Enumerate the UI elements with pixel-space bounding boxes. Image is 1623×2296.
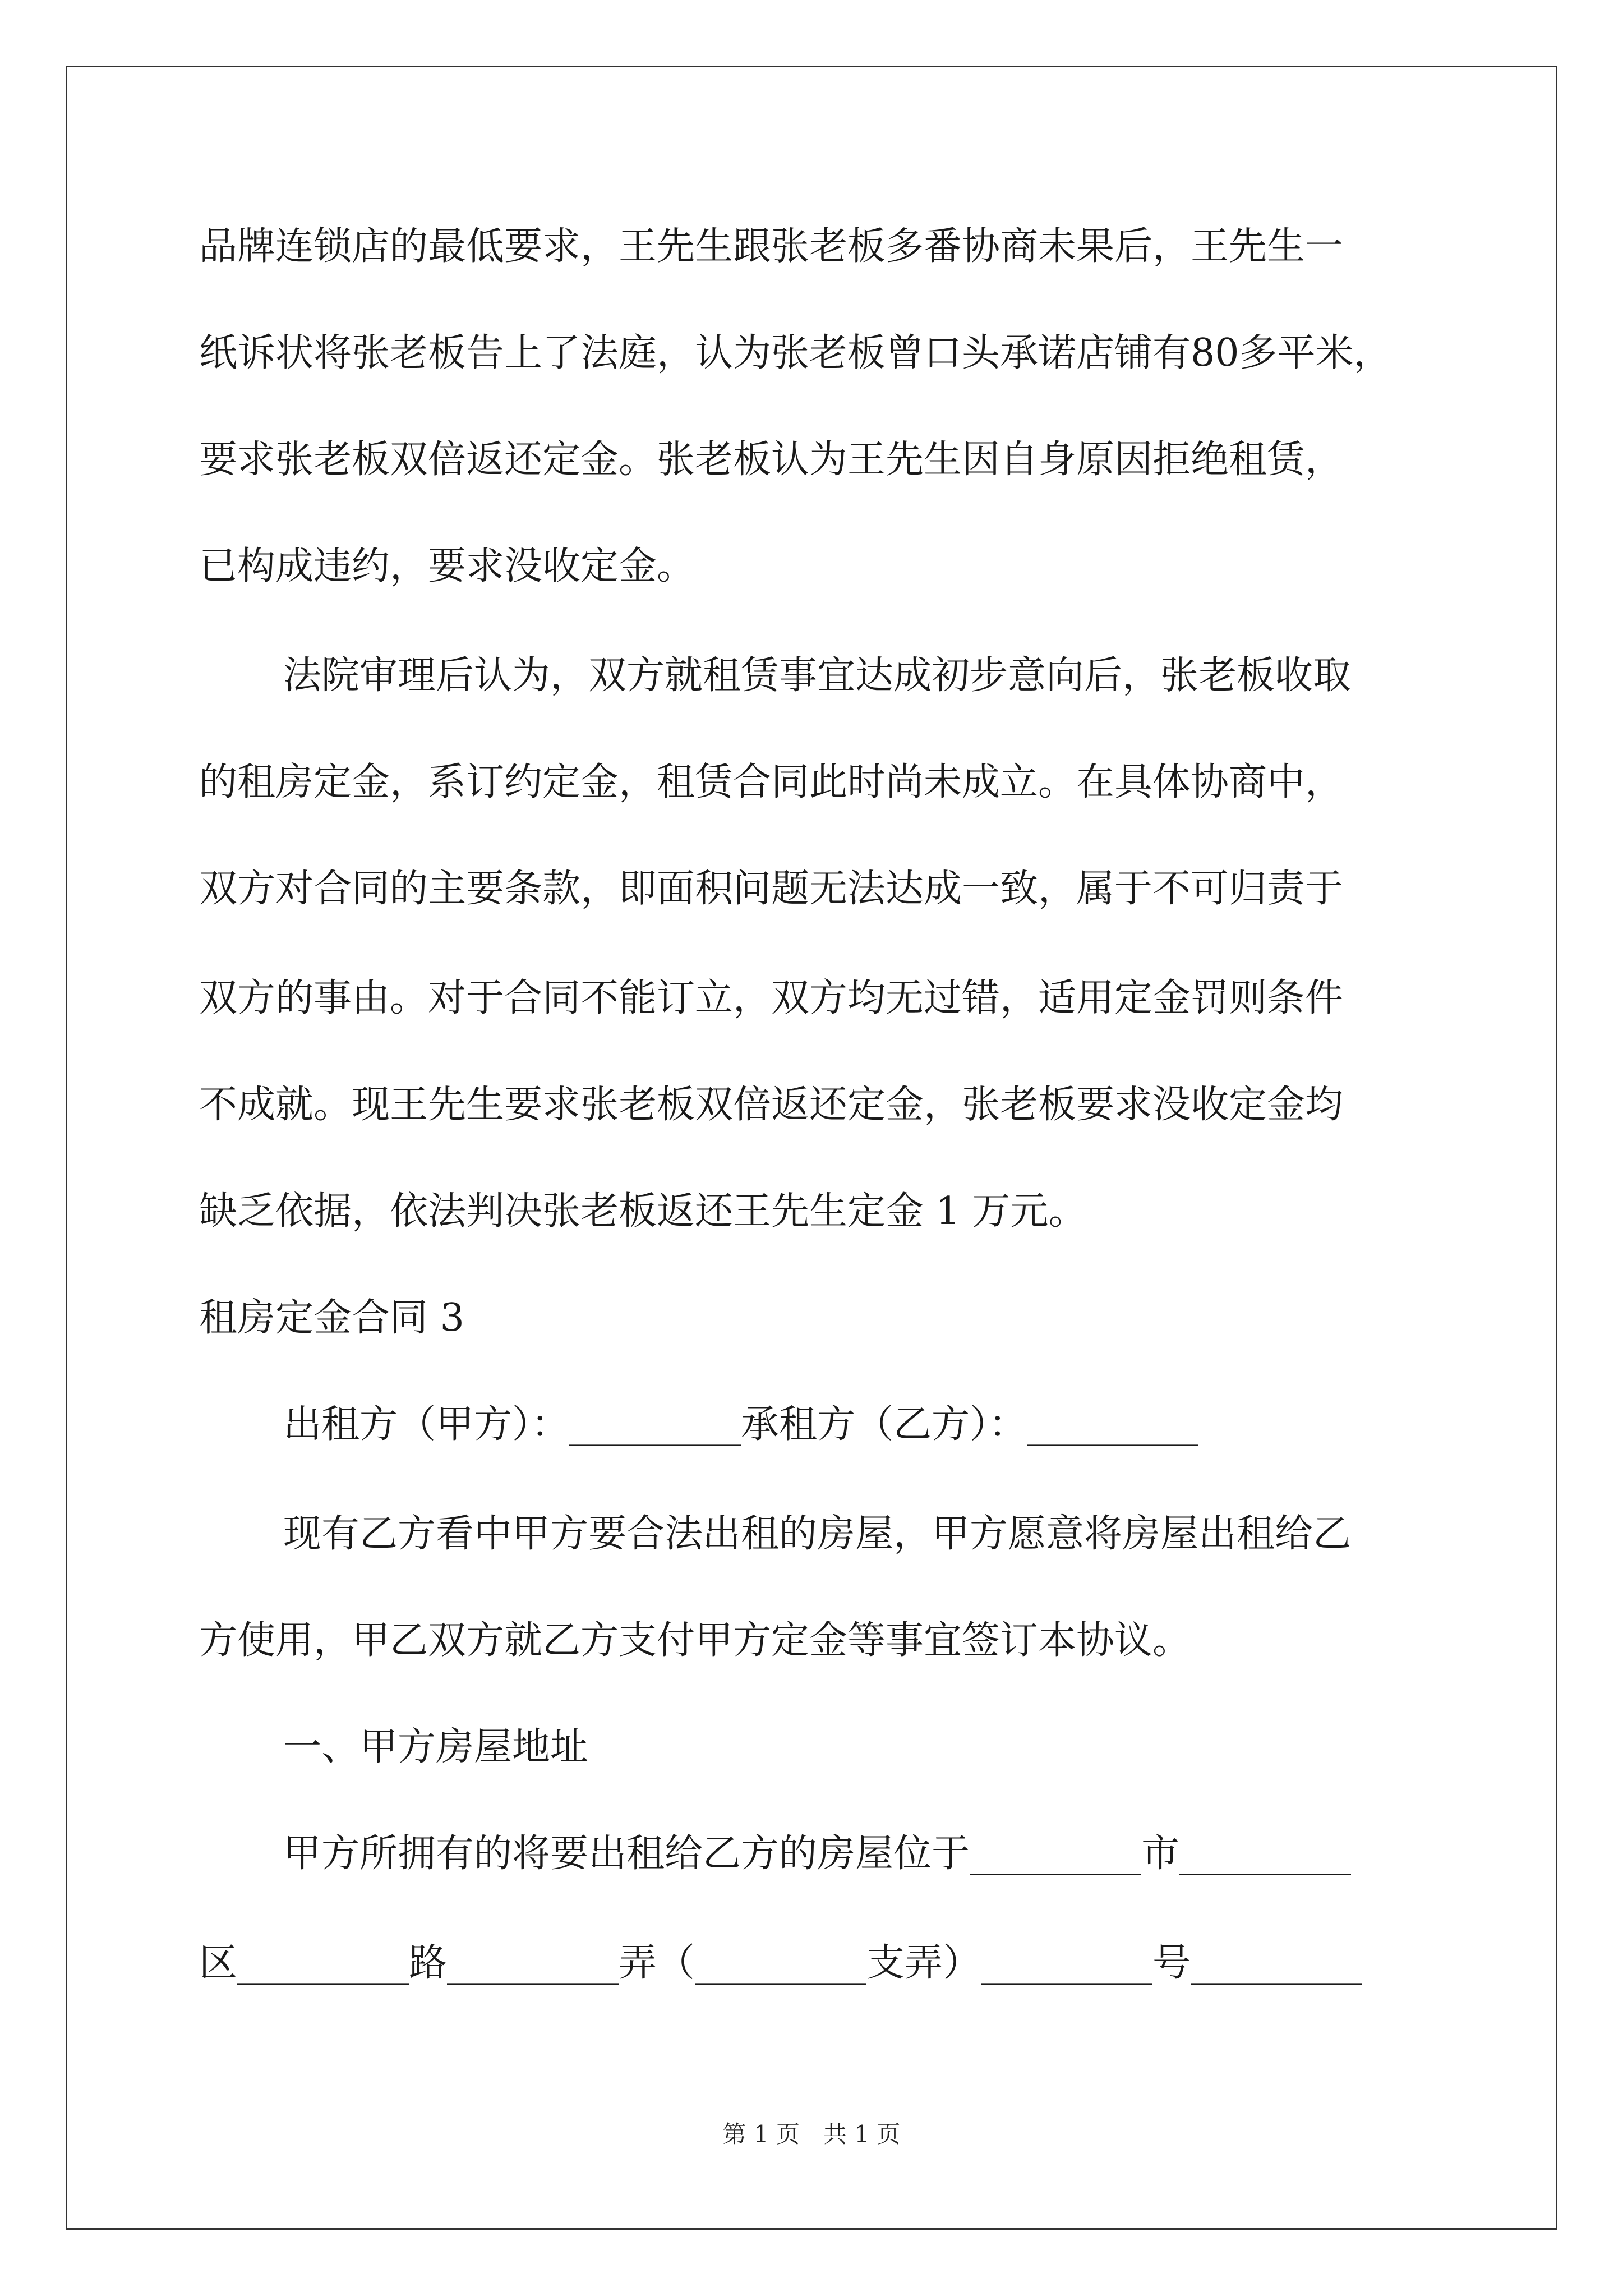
paragraph-line: 方使用，甲乙双方就乙方支付甲方定金等事宜签订本协议。 [199,1618,1191,1663]
paragraph-line: 的租房定金，系订约定金，租赁合同此时尚未成立。在具体协商中， [199,760,1344,804]
paragraph-line: 缺乏依据，依法判决张老板返还王先生定金 1 万元。 [199,1189,1087,1234]
section-title: 租房定金合同 3 [199,1296,464,1340]
paragraph-line: 双方对合同的主要条款，即面积问题无法达成一致，属于不可归责于 [199,867,1344,911]
paragraph-line: 品牌连锁店的最低要求，王先生跟张老板多番协商未果后，王先生一 [199,224,1344,269]
paragraph-line: 纸诉状将张老板告上了法庭，认为张老板曾口头承诺店铺有80多平米， [199,331,1392,375]
parties-line: 出租方（甲方）：_________承租方（乙方）：_________ [283,1402,1199,1447]
clause-heading: 一、甲方房屋地址 [283,1725,589,1769]
paragraph-line: 双方的事由。对于合同不能订立，双方均无过错，适用定金罚则条件 [199,976,1344,1020]
paragraph-line: 现有乙方看中甲方要合法出租的房屋，甲方愿意将房屋出租给乙 [283,1512,1352,1556]
paragraph-line: 已构成违约，要求没收定金。 [199,544,695,588]
page-border [66,66,1557,2230]
address-line: 甲方所拥有的将要出租给乙方的房屋位于_________市_________ [283,1832,1352,1876]
address-line: 区_________路_________弄（_________支弄）_________号_________ [199,1941,1363,1985]
paragraph-line: 不成就。现王先生要求张老板双倍返还定金，张老板要求没收定金均 [199,1083,1344,1127]
paragraph-line: 法院审理后认为，双方就租赁事宜达成初步意向后，张老板收取 [283,654,1352,698]
paragraph-line: 要求张老板双倍返还定金。张老板认为王先生因自身原因拒绝租赁， [199,438,1344,482]
page-footer: 第 1 页 共 1 页 [722,2120,901,2148]
